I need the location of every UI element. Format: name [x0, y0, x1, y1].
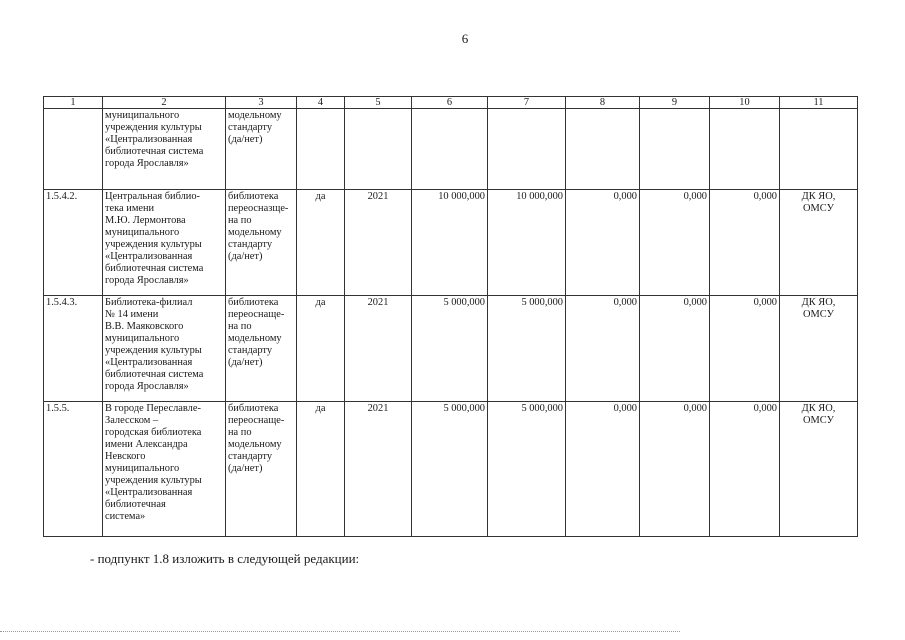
total-amount-cell: [412, 109, 488, 190]
table-row: [44, 109, 858, 190]
year-cell: [345, 109, 412, 190]
indicator-value-cell: да: [297, 402, 345, 537]
amount-cell: 5 000,000: [488, 402, 566, 537]
amount-cell: 0,000: [640, 190, 710, 296]
indicator-cell: библиотека переоснаще- на по модельному стандарту (да/нет): [226, 296, 297, 402]
amount-cell: 0,000: [710, 190, 780, 296]
amount-cell: 0,000: [710, 296, 780, 402]
table-row: [44, 402, 858, 537]
indicator-value-cell: [297, 109, 345, 190]
column-header: 8: [566, 97, 640, 109]
table-row: [44, 190, 858, 296]
column-header: 11: [780, 97, 858, 109]
amount-cell: 0,000: [566, 402, 640, 537]
amount-cell: 10 000,000: [488, 190, 566, 296]
column-header: 2: [103, 97, 226, 109]
table-header-row: [44, 97, 858, 109]
column-header: 5: [345, 97, 412, 109]
amount-cell: 5 000,000: [488, 296, 566, 402]
total-amount-cell: 10 000,000: [412, 190, 488, 296]
table-row: [44, 296, 858, 402]
column-header: 1: [44, 97, 103, 109]
amount-cell: [640, 109, 710, 190]
measure-name-cell: Центральная библио- тека имени М.Ю. Лермонтова муниципального учреждения культуры «Централизованная библиотечная система города Ярославля»: [103, 190, 226, 296]
page-number: 6: [461, 31, 469, 46]
indicator-cell: библиотека переосназще- на по модельному стандарту (да/нет): [226, 190, 297, 296]
amount-cell: 0,000: [566, 190, 640, 296]
row-number-cell: [44, 109, 103, 190]
row-number-cell: 1.5.4.3.: [44, 296, 103, 402]
year-cell: 2021: [345, 190, 412, 296]
column-header: 10: [710, 97, 780, 109]
amount-cell: 0,000: [710, 402, 780, 537]
column-header: 6: [412, 97, 488, 109]
indicator-cell: библиотека переоснаще- на по модельному стандарту (да/нет): [226, 402, 297, 537]
amount-cell: [488, 109, 566, 190]
amount-cell: [566, 109, 640, 190]
column-header: 4: [297, 97, 345, 109]
amount-cell: 0,000: [566, 296, 640, 402]
year-cell: 2021: [345, 296, 412, 402]
row-number-cell: 1.5.5.: [44, 402, 103, 537]
indicator-value-cell: да: [297, 296, 345, 402]
amendment-instruction: - подпункт 1.8 изложить в следующей редакции:: [90, 551, 360, 566]
amount-cell: [710, 109, 780, 190]
executor-cell: ДК ЯО, ОМСУ: [780, 296, 858, 402]
amount-cell: 0,000: [640, 296, 710, 402]
column-header: 3: [226, 97, 297, 109]
measure-name-cell: Библиотека-филиал № 14 имени В.В. Маяковского муниципального учреждения культуры «Централизованная библиотечная система города Ярославля»: [103, 296, 226, 402]
year-cell: 2021: [345, 402, 412, 537]
measure-name-cell: муниципального учреждения культуры «Централизованная библиотечная система города Ярославля»: [103, 109, 226, 190]
executor-cell: ДК ЯО, ОМСУ: [780, 190, 858, 296]
page-bottom-edge: [0, 631, 680, 632]
column-header: 7: [488, 97, 566, 109]
measure-name-cell: В городе Переславле- Залесском – городская библиотека имени Александра Невского муниципального учреждения культуры «Централизованная библиотечная система»: [103, 402, 226, 537]
amount-cell: 0,000: [640, 402, 710, 537]
indicator-value-cell: да: [297, 190, 345, 296]
column-header: 9: [640, 97, 710, 109]
total-amount-cell: 5 000,000: [412, 402, 488, 537]
program-measures-table: [43, 96, 858, 537]
row-number-cell: 1.5.4.2.: [44, 190, 103, 296]
executor-cell: ДК ЯО, ОМСУ: [780, 402, 858, 537]
executor-cell: [780, 109, 858, 190]
indicator-cell: модельному стандарту (да/нет): [226, 109, 297, 190]
total-amount-cell: 5 000,000: [412, 296, 488, 402]
